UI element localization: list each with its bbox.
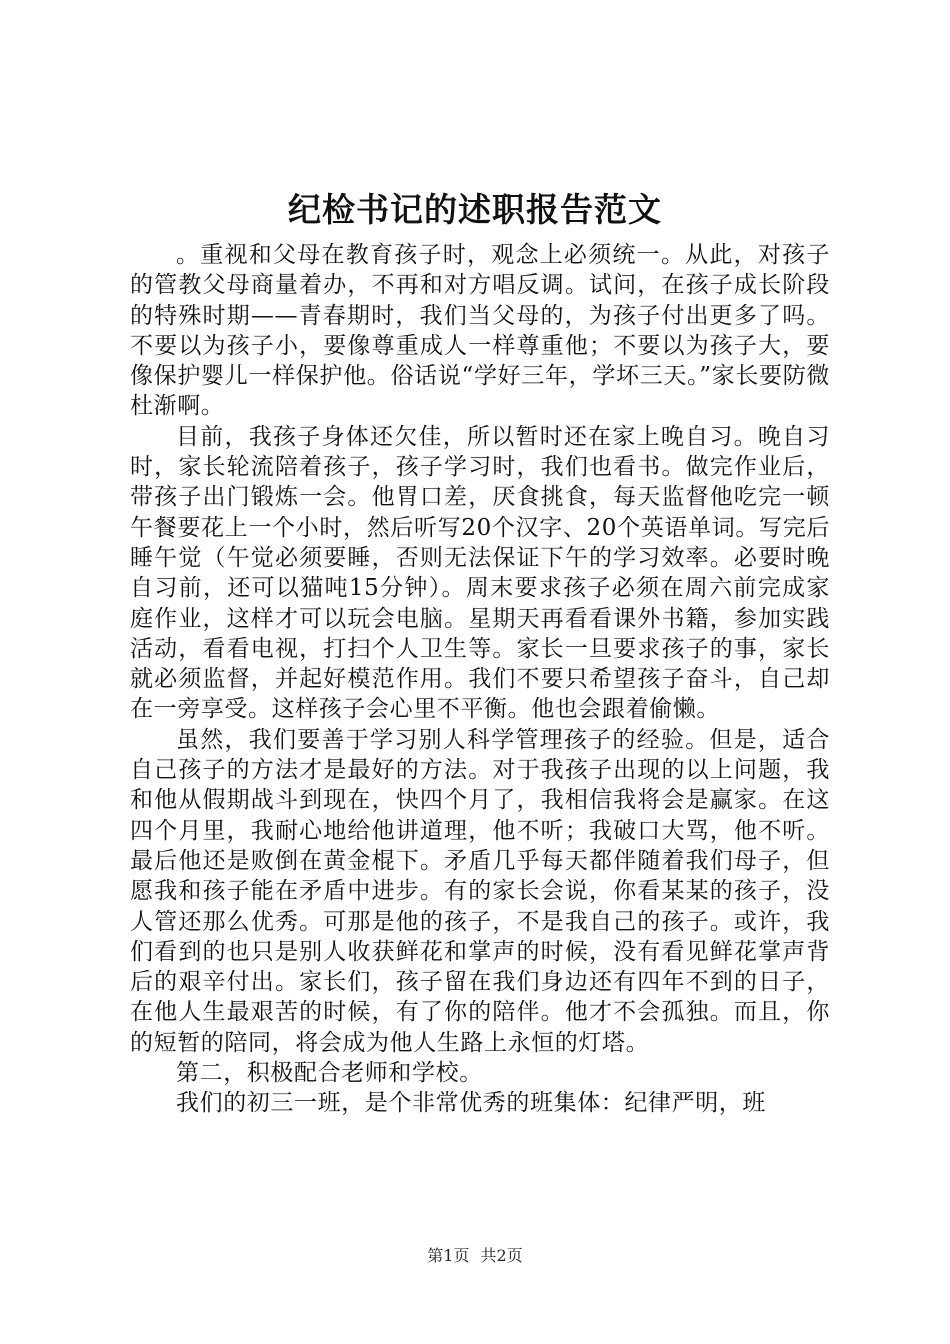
paragraph-3: 虽然，我们要善于学习别人科学管理孩子的经验。但是，适合自己孩子的方法才是最好的方法。对于我孩子出现的以上问题，我和他从假期战斗到现在，快四个月了，我相信我将会是赢家。在这四个月里，我耐心地给他讲道理，他不听；我破口大骂，他不听。最后他还是败倒在黄金棍下。矛盾几乎每天都伴随着我们母子，但愿我和孩子能在矛盾中进步。有的家长会说，你看某某的孩子，没人管还那么优秀。可那是他的孩子，不是我自己的孩子。或许，我们看到的也只是别人收获鲜花和掌声的时候，没有看见鲜花掌声背后的艰辛付出。家长们，孩子留在我们身边还有四年不到的日子，在他人生最艰苦的时候，有了你的陪伴。他才不会孤独。而且，你的短暂的陪同，将会成为他人生路上永恒的灯塔。 — [130, 726, 830, 1056]
paragraph-5: 我们的初三一班，是个非常优秀的班集体：纪律严明，班 — [176, 1090, 766, 1117]
page-number-total: 共2页 — [480, 1246, 523, 1265]
page-number-current: 第1页 — [427, 1246, 470, 1265]
page-footer — [0, 1244, 950, 1268]
document-body — [130, 240, 830, 1119]
paragraph-4: 第二，积极配合老师和学校。 — [176, 1060, 483, 1087]
paragraph-2: 目前，我孩子身体还欠佳，所以暂时还在家上晚自习。晚自习时，家长轮流陪着孩子，孩子学习时，我们也看书。做完作业后，带孩子出门锻炼一会。他胃口差，厌食挑食，每天监督他吃完一顿午餐要花上一个小时，然后听写20个汉字、20个英语单词。写完后睡午觉（午觉必须要睡，否则无法保证下午的学习效率。必要时晚自习前，还可以猫吨15分钟）。周末要求孩子必须在周六前完成家庭作业，这样才可以玩会电脑。星期天再看看课外书籍，参加实践活动，看看电视，打扫个人卫生等。家长一旦要求孩子的事，家长就必须监督，并起好模范作用。我们不要只希望孩子奋斗，自己却在一旁享受。这样孩子会心里不平衡。他也会跟着偷懒。 — [130, 423, 830, 723]
document-title: 纪检书记的述职报告范文 — [288, 190, 662, 229]
paragraph-1: 。重视和父母在教育孩子时，观念上必须统一。从此，对孩子的管教父母商量着办，不再和对方唱反调。试问，在孩子成长阶段的特殊时期——青春期时，我们当父母的，为孩子付出更多了吗。不要以为孩子小，要像尊重成人一样尊重他；不要以为孩子大，要像保护婴儿一样保护他。俗话说“学好三年，学坏三天。”家长要防微杜渐啊。 — [130, 242, 830, 420]
